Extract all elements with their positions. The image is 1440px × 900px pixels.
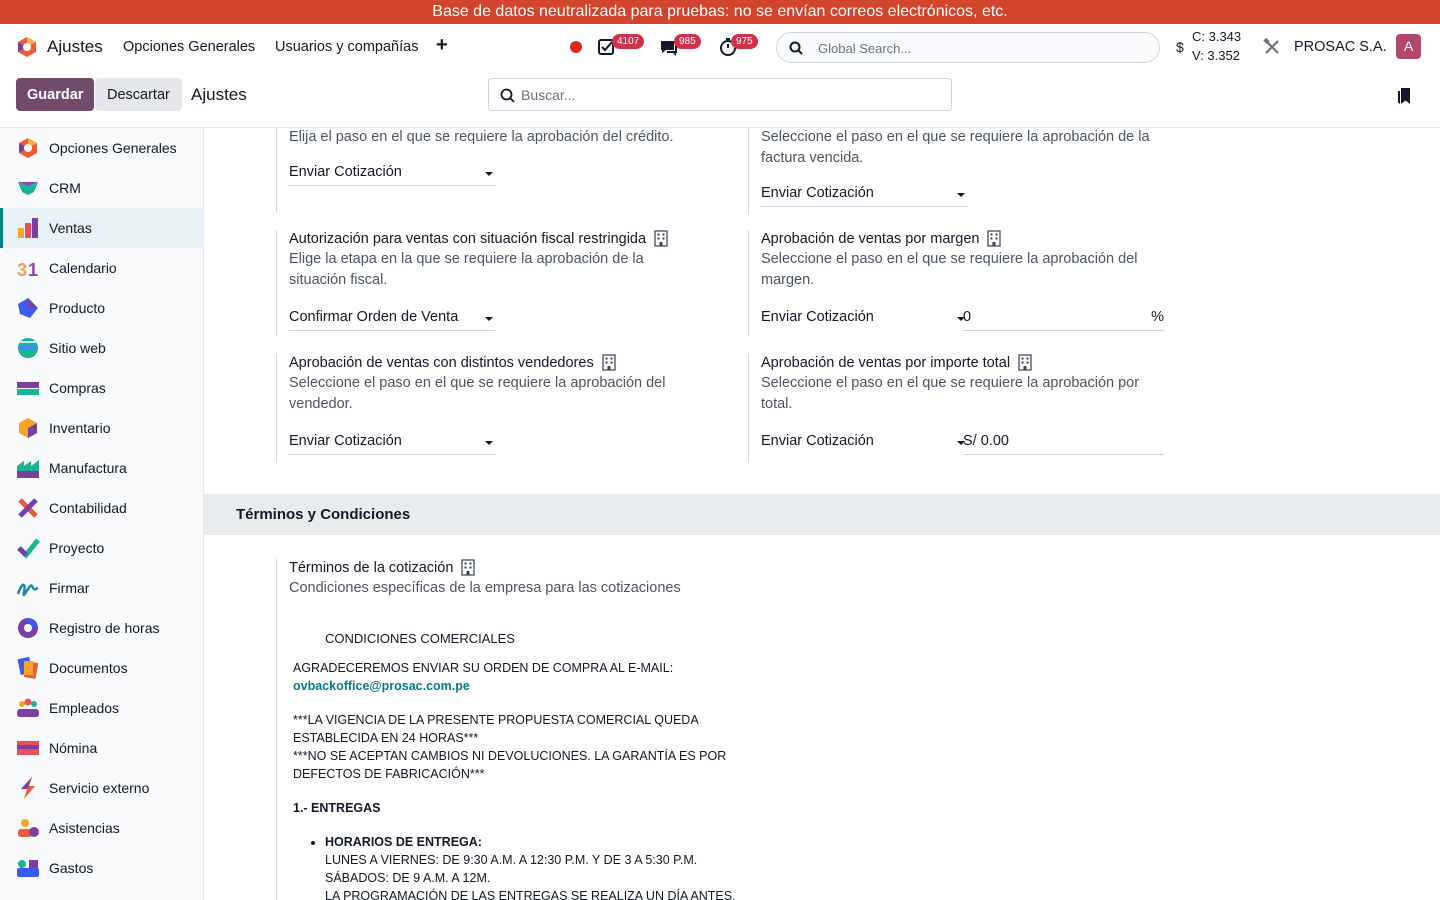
- terms-delivery-list: [325, 833, 743, 900]
- company-building-icon: [654, 230, 668, 247]
- sidebar-item-purchase[interactable]: [0, 368, 203, 408]
- accounting-app-icon: [16, 496, 40, 520]
- terms-heading: CONDICIONES COMERCIALES: [325, 631, 515, 646]
- sidebar-item-label: Compras: [49, 380, 106, 396]
- sidebar-item-label: Servicio externo: [49, 780, 150, 796]
- sellers-approval-title: [289, 354, 726, 371]
- sidebar-item-inventory[interactable]: [0, 408, 203, 448]
- terms-line-returns: ***NO SE ACEPTAN CAMBIOS NI DEVOLUCIONES. LA GARANTÍA ES POR DEFECTOS DE FABRICACIÓN***: [293, 749, 727, 781]
- sidebar-item-label: Firmar: [49, 580, 90, 596]
- timesheets-badge: 975: [731, 34, 758, 49]
- plus-icon[interactable]: +: [436, 34, 448, 56]
- overdue-approval-select[interactable]: [761, 185, 967, 207]
- sellers-approval-title-text: Aprobación de ventas con distintos vendedores: [289, 354, 594, 371]
- sidebar-item-attendance[interactable]: [0, 808, 203, 848]
- company-building-icon: [987, 230, 1001, 247]
- sidebar-item-product[interactable]: [0, 288, 203, 328]
- project-app-icon: [16, 536, 40, 560]
- terms-subheading-deliveries: 1.- ENTREGAS: [293, 801, 381, 815]
- calendar-app-icon: [16, 256, 40, 280]
- sidebar-item-documents[interactable]: [0, 648, 203, 688]
- currency-symbol: $: [1176, 39, 1184, 55]
- terms-bullet-line: LA PROGRAMACIÓN DE LAS ENTREGAS SE REALIZA UN DÍA ANTES.: [325, 889, 736, 900]
- margin-amount-field[interactable]: [963, 309, 1164, 331]
- terms-bullet-line: LUNES A VIERNES: DE 9:30 A.M. A 12:30 P.M. Y DE 3 A 5:30 P.M.: [325, 853, 698, 867]
- list-item: [325, 833, 743, 900]
- chevron-down-icon: [485, 441, 493, 445]
- discard-button[interactable]: Descartar: [95, 78, 182, 111]
- sidebar-item-payroll[interactable]: [0, 728, 203, 768]
- terms-bullet-line: SÁBADOS: DE 9 A.M. A 12M.: [325, 871, 491, 885]
- fiscal-approval-value: Confirmar Orden de Venta: [289, 309, 459, 325]
- fiscal-approval-desc: Elige la etapa en la que se requiere la aprobación de la situación fiscal.: [289, 251, 644, 288]
- website-app-icon: [16, 336, 40, 360]
- margin-amount-value: 0: [963, 309, 972, 325]
- sidebar-item-employees[interactable]: [0, 688, 203, 728]
- menu-general-options[interactable]: Opciones Generales: [123, 39, 256, 55]
- overdue-approval-desc: Seleccione el paso en el que se requiere la aprobación de la factura vencida.: [761, 129, 1150, 166]
- sidebar-item-label: Inventario: [49, 420, 111, 436]
- sidebar-item-label: Producto: [49, 300, 106, 316]
- app-name[interactable]: Ajustes: [47, 37, 103, 56]
- sidebar-item-sales[interactable]: [0, 208, 203, 248]
- sidebar-item-label: Contabilidad: [49, 500, 127, 516]
- quotation-terms-title: [289, 559, 756, 576]
- sidebar-item-label: Nómina: [49, 740, 98, 756]
- margin-approval-title-text: Aprobación de ventas por margen: [761, 230, 980, 247]
- company-switcher[interactable]: PROSAC S.A.: [1294, 39, 1387, 55]
- credit-approval-select[interactable]: [289, 164, 495, 186]
- sellers-approval-desc: Seleccione el paso en el que se requiere la aprobación del vendedor.: [289, 375, 666, 412]
- fiscal-approval-select[interactable]: [289, 309, 495, 331]
- sidebar-item-crm[interactable]: [0, 168, 203, 208]
- quotation-terms-editor[interactable]: [293, 630, 743, 900]
- overdue-approval-value: Enviar Cotización: [761, 185, 874, 201]
- settings-app-logo-icon[interactable]: [16, 36, 38, 58]
- sellers-approval-select[interactable]: [289, 433, 495, 455]
- user-avatar[interactable]: A: [1396, 34, 1421, 59]
- sidebar-item-label: Registro de horas: [49, 620, 160, 636]
- sidebar-item-manufacturing[interactable]: [0, 448, 203, 488]
- svg-text:3: 3: [17, 260, 28, 280]
- purchase-app-icon: [16, 376, 40, 400]
- sidebar-item-calendar[interactable]: [0, 248, 203, 288]
- sidebar-item-expenses[interactable]: [0, 848, 203, 888]
- terms-section-header: Términos y Condiciones: [204, 494, 1440, 535]
- control-panel: [0, 70, 1440, 128]
- messages-badge: 985: [674, 34, 701, 49]
- chevron-down-icon: [957, 193, 965, 197]
- product-app-icon: [16, 296, 40, 320]
- chevron-down-icon: [485, 172, 493, 176]
- sidebar-item-website[interactable]: [0, 328, 203, 368]
- quotation-terms-title-text: Términos de la cotización: [289, 559, 454, 576]
- sidebar-item-label: Proyecto: [49, 540, 105, 556]
- save-button[interactable]: Guardar: [16, 78, 94, 111]
- exchange-rate-buy: C: 3.343: [1192, 29, 1242, 44]
- margin-approval-title: [761, 230, 1178, 247]
- total-approval-desc: Seleccione el paso en el que se requiere la aprobación por total.: [761, 375, 1140, 412]
- documents-app-icon: [16, 656, 40, 680]
- credit-approval-desc: Elija el paso en el que se requiere la aprobación del crédito.: [289, 129, 674, 145]
- terms-email-link[interactable]: ovbackoffice@prosac.com.pe: [293, 679, 470, 693]
- quotation-terms-desc: Condiciones específicas de la empresa para las cotizaciones: [289, 580, 681, 596]
- company-building-icon: [1018, 354, 1032, 371]
- sidebar-item-label: Ventas: [49, 220, 92, 236]
- sidebar-item-label: Documentos: [49, 660, 128, 676]
- total-amount-field[interactable]: [963, 433, 1164, 455]
- page-title: Ajustes: [191, 85, 247, 104]
- sidebar-item-label: Sitio web: [49, 340, 106, 356]
- credit-approval-value: Enviar Cotización: [289, 164, 402, 180]
- margin-approval-select[interactable]: [761, 309, 967, 331]
- settings-search[interactable]: [488, 78, 952, 111]
- sidebar-item-label: Opciones Generales: [49, 140, 177, 156]
- inventory-app-icon: [16, 416, 40, 440]
- sales-app-icon: [16, 216, 40, 240]
- exchange-rate-sell: V: 3.352: [1192, 48, 1240, 63]
- total-approval-value: Enviar Cotización: [761, 433, 874, 449]
- debug-tools-icon[interactable]: [1263, 38, 1281, 56]
- sidebar-item-timesheets[interactable]: [0, 608, 203, 648]
- field-service-app-icon: [16, 776, 40, 800]
- payroll-app-icon: [16, 736, 40, 760]
- sidebar-item-label: Calendario: [49, 260, 117, 276]
- terms-line-validity: ***LA VIGENCIA DE LA PRESENTE PROPUESTA COMERCIAL QUEDA ESTABLECIDA EN 24 HORAS***: [293, 713, 698, 745]
- search-icon: [500, 88, 515, 103]
- svg-text:1: 1: [28, 260, 39, 280]
- sidebar-item-sign[interactable]: [0, 568, 203, 608]
- sidebar-item-label: Gastos: [49, 860, 94, 876]
- sellers-approval-value: Enviar Cotización: [289, 433, 402, 449]
- company-building-icon: [602, 354, 616, 371]
- record-icon[interactable]: [570, 41, 582, 53]
- bookmark-icon[interactable]: [1396, 87, 1412, 105]
- settings-app-sidebar: [0, 128, 204, 900]
- top-navbar: [0, 24, 1440, 70]
- sidebar-item-general-options[interactable]: [0, 128, 203, 168]
- timesheet-app-icon: [16, 616, 40, 640]
- settings-app-icon: [16, 136, 40, 160]
- margin-approval-value: Enviar Cotización: [761, 309, 874, 325]
- attendance-app-icon: [16, 816, 40, 840]
- margin-approval-desc: Seleccione el paso en el que se requiere la aprobación del margen.: [761, 251, 1138, 288]
- sidebar-item-label: Asistencias: [49, 820, 120, 836]
- test-database-banner: Base de datos neutralizada para pruebas: no se envían correos electrónicos, etc.: [0, 0, 1440, 24]
- activities-badge: 4107: [612, 34, 644, 49]
- company-building-icon: [461, 559, 475, 576]
- sidebar-item-accounting[interactable]: [0, 488, 203, 528]
- terms-bullet-title: • HORARIOS DE ENTREGA:: [325, 835, 482, 849]
- menu-users-companies[interactable]: Usuarios y compañías: [275, 39, 419, 55]
- fiscal-approval-title: [289, 230, 726, 247]
- total-amount-value: S/ 0.00: [963, 433, 1009, 449]
- total-approval-select[interactable]: [761, 433, 967, 455]
- manufacturing-app-icon: [16, 456, 40, 480]
- fiscal-approval-title-text: Autorización para ventas con situación fiscal restringida: [289, 230, 647, 247]
- employees-app-icon: [16, 696, 40, 720]
- crm-app-icon: [16, 176, 40, 200]
- margin-percent-unit: %: [1151, 309, 1164, 325]
- chevron-down-icon: [485, 317, 493, 321]
- global-search-input[interactable]: [818, 39, 1138, 57]
- sidebar-item-project[interactable]: [0, 528, 203, 568]
- sign-app-icon: [16, 576, 40, 600]
- sidebar-item-label: Manufactura: [49, 460, 127, 476]
- sidebar-item-label: CRM: [49, 180, 81, 196]
- terms-line-email-request: AGRADECEREMOS ENVIAR SU ORDEN DE COMPRA AL E-MAIL:: [293, 661, 674, 675]
- total-approval-title-text: Aprobación de ventas por importe total: [761, 354, 1011, 371]
- search-icon: [789, 41, 803, 55]
- total-approval-title: [761, 354, 1178, 371]
- settings-search-input[interactable]: [521, 86, 921, 104]
- sidebar-item-field-service[interactable]: [0, 768, 203, 808]
- expenses-app-icon: [16, 856, 40, 880]
- settings-content: [204, 128, 1440, 900]
- global-search[interactable]: [776, 32, 1160, 63]
- sidebar-item-label: Empleados: [49, 700, 120, 716]
